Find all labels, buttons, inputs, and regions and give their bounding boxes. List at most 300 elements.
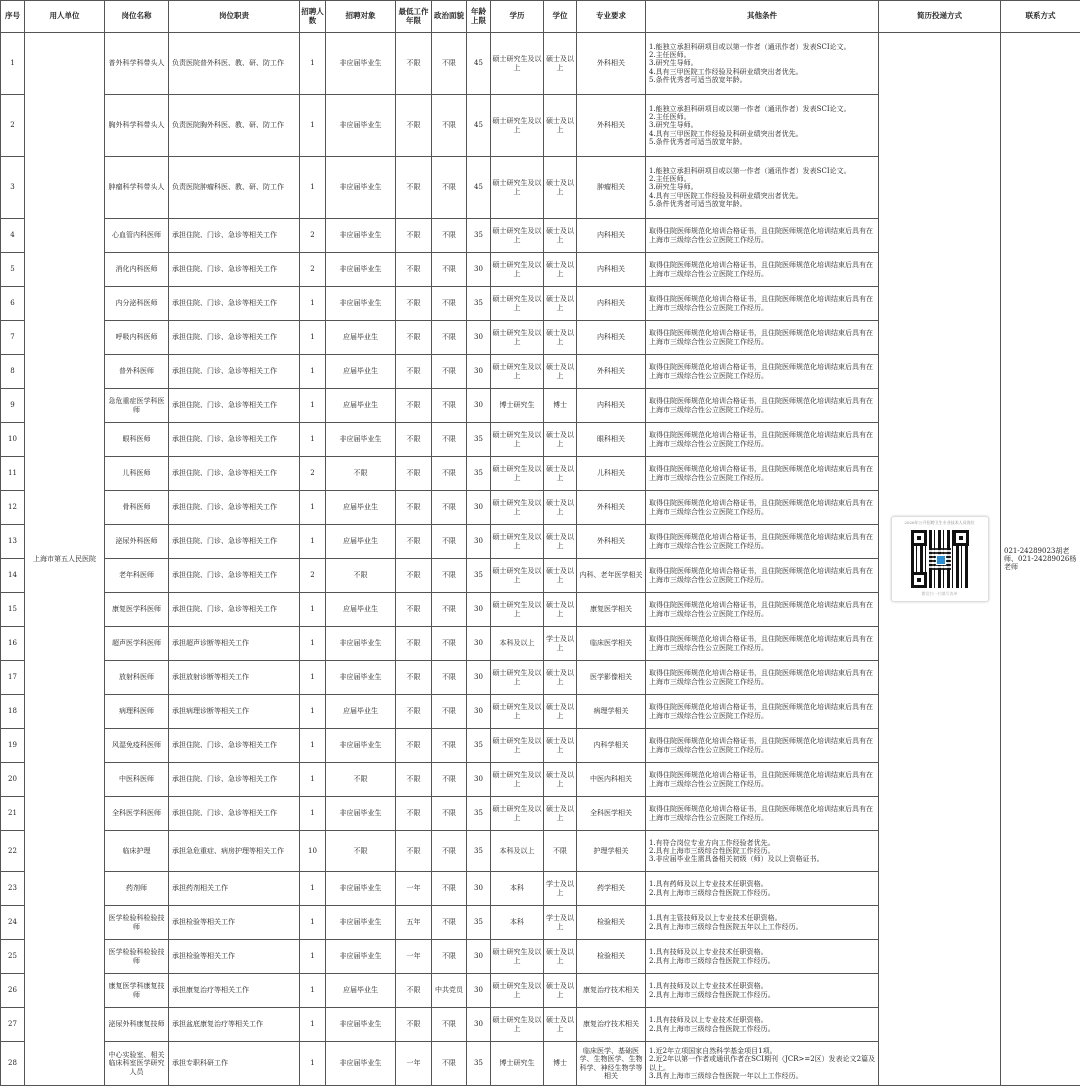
job-duty: 承担住院、门诊、急诊等相关工作 bbox=[169, 593, 300, 627]
hire-target: 不限 bbox=[326, 831, 396, 872]
hire-count: 1 bbox=[300, 797, 326, 831]
header-cell: 岗位职责 bbox=[169, 1, 300, 33]
political-status: 不限 bbox=[432, 1042, 467, 1086]
hire-target: 非应届毕业生 bbox=[326, 95, 396, 157]
min-work-years: 不限 bbox=[396, 593, 432, 627]
min-work-years: 不限 bbox=[396, 974, 432, 1008]
other-conditions: 1.近2年立项国家自然科学基金项目1项。 2.近2年以第一作者或通讯作者在SCI期刊（JCR>=2区）发表论文2篇及以上。 3.具有上海市三级综合性医院一年以上工作经历。 bbox=[646, 1042, 879, 1086]
header-row bbox=[1, 1, 1080, 33]
hire-count: 1 bbox=[300, 287, 326, 321]
political-status: 不限 bbox=[432, 593, 467, 627]
position-name: 药剂师 bbox=[105, 872, 169, 906]
political-status: 不限 bbox=[432, 729, 467, 763]
row-number: 25 bbox=[1, 940, 25, 974]
degree: 学士及以上 bbox=[544, 906, 577, 940]
other-conditions: 1.具有技师及以上专业技术任职资格。 2.具有上海市三级综合性医院工作经历。 bbox=[646, 1008, 879, 1042]
major-requirement: 内科相关 bbox=[577, 287, 646, 321]
other-conditions: 1.能独立承担科研项目或以第一作者（通讯作者）发表SCI论文。 2.主任医师。 3.研究生导师。 4.具有三甲医院工作经验及科研业绩突出者优先。 5.条件优秀者可适当放宽年龄。 bbox=[646, 95, 879, 157]
row-number: 11 bbox=[1, 457, 25, 491]
hire-count: 1 bbox=[300, 95, 326, 157]
hire-count: 1 bbox=[300, 593, 326, 627]
hire-count: 1 bbox=[300, 661, 326, 695]
hire-count: 1 bbox=[300, 872, 326, 906]
age-limit: 35 bbox=[467, 1042, 491, 1086]
degree: 硕士及以上 bbox=[544, 95, 577, 157]
min-work-years: 不限 bbox=[396, 321, 432, 355]
age-limit: 30 bbox=[467, 389, 491, 423]
hire-count: 1 bbox=[300, 729, 326, 763]
political-status: 不限 bbox=[432, 423, 467, 457]
degree: 学士及以上 bbox=[544, 872, 577, 906]
major-requirement: 检验相关 bbox=[577, 906, 646, 940]
hire-count: 1 bbox=[300, 525, 326, 559]
position-name: 内分泌科医师 bbox=[105, 287, 169, 321]
age-limit: 45 bbox=[467, 33, 491, 95]
header-cell: 其他条件 bbox=[646, 1, 879, 33]
age-limit: 35 bbox=[467, 559, 491, 593]
other-conditions: 1.具有药师及以上专业技术任职资格。 2.具有上海市三级综合性医院工作经历。 bbox=[646, 872, 879, 906]
position-name: 超声医学科医师 bbox=[105, 627, 169, 661]
major-requirement: 临床医学、基础医学、生物医学、生物科学、神经生物学等相关 bbox=[577, 1042, 646, 1086]
min-work-years: 不限 bbox=[396, 219, 432, 253]
major-requirement: 内科、老年医学相关 bbox=[577, 559, 646, 593]
age-limit: 35 bbox=[467, 729, 491, 763]
hire-count: 1 bbox=[300, 906, 326, 940]
education: 本科 bbox=[491, 906, 544, 940]
age-limit: 30 bbox=[467, 253, 491, 287]
political-status: 不限 bbox=[432, 33, 467, 95]
position-name: 病理科医师 bbox=[105, 695, 169, 729]
position-name: 呼吸内科医师 bbox=[105, 321, 169, 355]
job-duty: 承担住院、门诊、急诊等相关工作 bbox=[169, 389, 300, 423]
degree: 硕士及以上 bbox=[544, 491, 577, 525]
major-requirement: 儿科相关 bbox=[577, 457, 646, 491]
major-requirement: 康复治疗技术相关 bbox=[577, 1008, 646, 1042]
major-requirement: 全科医学相关 bbox=[577, 797, 646, 831]
hire-target: 非应届毕业生 bbox=[326, 1042, 396, 1086]
job-duty: 承担药剂相关工作 bbox=[169, 872, 300, 906]
hire-count: 1 bbox=[300, 974, 326, 1008]
degree: 硕士及以上 bbox=[544, 287, 577, 321]
degree: 硕士及以上 bbox=[544, 525, 577, 559]
education: 硕士研究生及以上 bbox=[491, 457, 544, 491]
hire-target: 应届毕业生 bbox=[326, 974, 396, 1008]
employer-unit: 上海市第五人民医院 bbox=[25, 33, 105, 1086]
hire-count: 1 bbox=[300, 1008, 326, 1042]
row-number: 23 bbox=[1, 872, 25, 906]
header-cell: 年龄上限 bbox=[467, 1, 491, 33]
hire-target: 非应届毕业生 bbox=[326, 287, 396, 321]
position-name: 医学检验科检验技师 bbox=[105, 906, 169, 940]
other-conditions: 取得住院医师规范化培训合格证书，且住院医师规范化培训结束后具有在上海市三级综合性公立医院工作经历。 bbox=[646, 287, 879, 321]
min-work-years: 不限 bbox=[396, 389, 432, 423]
degree: 不限 bbox=[544, 831, 577, 872]
major-requirement: 内科相关 bbox=[577, 321, 646, 355]
job-duty: 承担盆底康复治疗等相关工作 bbox=[169, 1008, 300, 1042]
hire-target: 非应届毕业生 bbox=[326, 1008, 396, 1042]
table-row bbox=[1, 33, 1080, 95]
qr-hint: 微信扫一扫填写表单 bbox=[921, 591, 958, 596]
hire-target: 非应届毕业生 bbox=[326, 661, 396, 695]
education: 硕士研究生及以上 bbox=[491, 355, 544, 389]
job-duty: 承担住院、门诊、急诊等相关工作 bbox=[169, 729, 300, 763]
political-status: 不限 bbox=[432, 940, 467, 974]
row-number: 15 bbox=[1, 593, 25, 627]
contact-info: 021-24289023胡老师、021-24289026杨老师 bbox=[1001, 33, 1080, 1086]
age-limit: 30 bbox=[467, 974, 491, 1008]
position-name: 消化内科医师 bbox=[105, 253, 169, 287]
hire-count: 1 bbox=[300, 1042, 326, 1086]
education: 硕士研究生及以上 bbox=[491, 559, 544, 593]
age-limit: 30 bbox=[467, 321, 491, 355]
hire-target: 应届毕业生 bbox=[326, 321, 396, 355]
min-work-years: 不限 bbox=[396, 525, 432, 559]
major-requirement: 眼科相关 bbox=[577, 423, 646, 457]
header-cell: 简历投递方式 bbox=[879, 1, 1001, 33]
degree: 硕士及以上 bbox=[544, 33, 577, 95]
job-duty: 承担住院、门诊、急诊等相关工作 bbox=[169, 457, 300, 491]
job-duty: 承担放射诊断等相关工作 bbox=[169, 661, 300, 695]
other-conditions: 取得住院医师规范化培训合格证书，且住院医师规范化培训结束后具有在上海市三级综合性公立医院工作经历。 bbox=[646, 763, 879, 797]
degree: 硕士及以上 bbox=[544, 797, 577, 831]
age-limit: 35 bbox=[467, 906, 491, 940]
degree: 硕士及以上 bbox=[544, 940, 577, 974]
header-cell: 专业要求 bbox=[577, 1, 646, 33]
min-work-years: 不限 bbox=[396, 763, 432, 797]
political-status: 不限 bbox=[432, 627, 467, 661]
political-status: 不限 bbox=[432, 95, 467, 157]
major-requirement: 病理学相关 bbox=[577, 695, 646, 729]
job-duty: 承担住院、门诊、急诊等相关工作 bbox=[169, 219, 300, 253]
major-requirement: 医学影像相关 bbox=[577, 661, 646, 695]
political-status: 不限 bbox=[432, 661, 467, 695]
hire-count: 2 bbox=[300, 559, 326, 593]
row-number: 5 bbox=[1, 253, 25, 287]
min-work-years: 不限 bbox=[396, 457, 432, 491]
position-name: 普外科医师 bbox=[105, 355, 169, 389]
header-cell: 序号 bbox=[1, 1, 25, 33]
age-limit: 35 bbox=[467, 423, 491, 457]
education: 硕士研究生及以上 bbox=[491, 423, 544, 457]
min-work-years: 五年 bbox=[396, 906, 432, 940]
job-duty: 承担急危重症、病房护理等相关工作 bbox=[169, 831, 300, 872]
education: 硕士研究生及以上 bbox=[491, 940, 544, 974]
other-conditions: 取得住院医师规范化培训合格证书，且住院医师规范化培训结束后具有在上海市三级综合性公立医院工作经历。 bbox=[646, 729, 879, 763]
political-status: 不限 bbox=[432, 253, 467, 287]
row-number: 18 bbox=[1, 695, 25, 729]
header-cell: 岗位名称 bbox=[105, 1, 169, 33]
position-name: 心血管内科医师 bbox=[105, 219, 169, 253]
age-limit: 30 bbox=[467, 627, 491, 661]
degree: 硕士及以上 bbox=[544, 423, 577, 457]
other-conditions: 取得住院医师规范化培训合格证书，且住院医师规范化培训结束后具有在上海市三级综合性公立医院工作经历。 bbox=[646, 491, 879, 525]
education: 本科 bbox=[491, 872, 544, 906]
education: 硕士研究生及以上 bbox=[491, 321, 544, 355]
education: 硕士研究生及以上 bbox=[491, 729, 544, 763]
min-work-years: 不限 bbox=[396, 33, 432, 95]
qr-card[interactable] bbox=[891, 516, 989, 602]
age-limit: 30 bbox=[467, 763, 491, 797]
hire-target: 应届毕业生 bbox=[326, 491, 396, 525]
position-name: 医学检验科检验技师 bbox=[105, 940, 169, 974]
min-work-years: 不限 bbox=[396, 491, 432, 525]
min-work-years: 不限 bbox=[396, 831, 432, 872]
hire-target: 不限 bbox=[326, 559, 396, 593]
major-requirement: 外科相关 bbox=[577, 95, 646, 157]
row-number: 13 bbox=[1, 525, 25, 559]
row-number: 22 bbox=[1, 831, 25, 872]
min-work-years: 不限 bbox=[396, 355, 432, 389]
degree: 硕士及以上 bbox=[544, 1008, 577, 1042]
major-requirement: 内科相关 bbox=[577, 253, 646, 287]
job-duty: 承担住院、门诊、急诊等相关工作 bbox=[169, 797, 300, 831]
hire-count: 1 bbox=[300, 423, 326, 457]
min-work-years: 不限 bbox=[396, 423, 432, 457]
other-conditions: 取得住院医师规范化培训合格证书，且住院医师规范化培训结束后具有在上海市三级综合性公立医院工作经历。 bbox=[646, 321, 879, 355]
hire-target: 非应届毕业生 bbox=[326, 33, 396, 95]
age-limit: 30 bbox=[467, 695, 491, 729]
education: 硕士研究生及以上 bbox=[491, 763, 544, 797]
hire-count: 1 bbox=[300, 33, 326, 95]
min-work-years: 不限 bbox=[396, 95, 432, 157]
other-conditions: 取得住院医师规范化培训合格证书，且住院医师规范化培训结束后具有在上海市三级综合性公立医院工作经历。 bbox=[646, 559, 879, 593]
other-conditions: 取得住院医师规范化培训合格证书，且住院医师规范化培训结束后具有在上海市三级综合性公立医院工作经历。 bbox=[646, 627, 879, 661]
education: 硕士研究生及以上 bbox=[491, 974, 544, 1008]
political-status: 不限 bbox=[432, 906, 467, 940]
other-conditions: 1.有符合岗位专业方向工作经验者优先。 2.具有上海市三级综合性医院工作经历。 3.非应届毕业生需具备相关初级（师）及以上资格证书。 bbox=[646, 831, 879, 872]
age-limit: 35 bbox=[467, 287, 491, 321]
education: 硕士研究生及以上 bbox=[491, 287, 544, 321]
position-name: 胸外科学科带头人 bbox=[105, 95, 169, 157]
header-cell: 招聘对象 bbox=[326, 1, 396, 33]
hire-target: 应届毕业生 bbox=[326, 355, 396, 389]
political-status: 不限 bbox=[432, 355, 467, 389]
education: 硕士研究生及以上 bbox=[491, 157, 544, 219]
other-conditions: 取得住院医师规范化培训合格证书，且住院医师规范化培训结束后具有在上海市三级综合性公立医院工作经历。 bbox=[646, 389, 879, 423]
position-name: 普外科学科带头人 bbox=[105, 33, 169, 95]
degree: 硕士及以上 bbox=[544, 695, 577, 729]
age-limit: 30 bbox=[467, 355, 491, 389]
position-name: 临床护理 bbox=[105, 831, 169, 872]
min-work-years: 不限 bbox=[396, 695, 432, 729]
job-duty: 承担住院、门诊、急诊等相关工作 bbox=[169, 287, 300, 321]
position-name: 放射科医师 bbox=[105, 661, 169, 695]
table-body bbox=[1, 33, 1080, 1086]
row-number: 8 bbox=[1, 355, 25, 389]
row-number: 28 bbox=[1, 1042, 25, 1086]
major-requirement: 药学相关 bbox=[577, 872, 646, 906]
hire-count: 1 bbox=[300, 763, 326, 797]
age-limit: 30 bbox=[467, 593, 491, 627]
political-status: 不限 bbox=[432, 157, 467, 219]
hire-target: 不限 bbox=[326, 457, 396, 491]
political-status: 不限 bbox=[432, 389, 467, 423]
political-status: 不限 bbox=[432, 457, 467, 491]
qr-code-icon[interactable] bbox=[911, 530, 969, 588]
education: 硕士研究生及以上 bbox=[491, 33, 544, 95]
major-requirement: 外科相关 bbox=[577, 491, 646, 525]
job-duty: 承担住院、门诊、急诊等相关工作 bbox=[169, 321, 300, 355]
political-status: 不限 bbox=[432, 1008, 467, 1042]
education: 硕士研究生及以上 bbox=[491, 593, 544, 627]
other-conditions: 1.具有主管技师及以上专业技术任职资格。 2.具有上海市三级综合性医院五年以上工作经历。 bbox=[646, 906, 879, 940]
political-status: 不限 bbox=[432, 831, 467, 872]
hire-count: 2 bbox=[300, 219, 326, 253]
row-number: 21 bbox=[1, 797, 25, 831]
degree: 硕士及以上 bbox=[544, 457, 577, 491]
political-status: 不限 bbox=[432, 559, 467, 593]
job-duty: 承担住院、门诊、急诊等相关工作 bbox=[169, 525, 300, 559]
age-limit: 35 bbox=[467, 457, 491, 491]
education: 硕士研究生及以上 bbox=[491, 661, 544, 695]
degree: 硕士及以上 bbox=[544, 729, 577, 763]
hire-target: 非应届毕业生 bbox=[326, 423, 396, 457]
age-limit: 35 bbox=[467, 831, 491, 872]
row-number: 3 bbox=[1, 157, 25, 219]
other-conditions: 1.具有技师及以上专业技术任职资格。 2.具有上海市三级综合性医院工作经历。 bbox=[646, 940, 879, 974]
hire-target: 非应届毕业生 bbox=[326, 940, 396, 974]
other-conditions: 取得住院医师规范化培训合格证书，且住院医师规范化培训结束后具有在上海市三级综合性公立医院工作经历。 bbox=[646, 661, 879, 695]
hire-target: 非应届毕业生 bbox=[326, 797, 396, 831]
political-status: 不限 bbox=[432, 872, 467, 906]
job-duty: 承担住院、门诊、急诊等相关工作 bbox=[169, 355, 300, 389]
education: 硕士研究生及以上 bbox=[491, 797, 544, 831]
row-number: 1 bbox=[1, 33, 25, 95]
degree: 硕士及以上 bbox=[544, 593, 577, 627]
min-work-years: 不限 bbox=[396, 253, 432, 287]
header-cell: 学位 bbox=[544, 1, 577, 33]
hire-target: 非应届毕业生 bbox=[326, 872, 396, 906]
header-cell: 政治面貌 bbox=[432, 1, 467, 33]
hire-target: 应届毕业生 bbox=[326, 525, 396, 559]
degree: 硕士及以上 bbox=[544, 661, 577, 695]
hire-count: 1 bbox=[300, 491, 326, 525]
age-limit: 45 bbox=[467, 95, 491, 157]
age-limit: 35 bbox=[467, 797, 491, 831]
other-conditions: 取得住院医师规范化培训合格证书，且住院医师规范化培训结束后具有在上海市三级综合性公立医院工作经历。 bbox=[646, 219, 879, 253]
job-duty: 承担住院、门诊、急诊等相关工作 bbox=[169, 763, 300, 797]
position-name: 泌尿外科康复技师 bbox=[105, 1008, 169, 1042]
major-requirement: 肿瘤相关 bbox=[577, 157, 646, 219]
political-status: 不限 bbox=[432, 287, 467, 321]
major-requirement: 外科相关 bbox=[577, 525, 646, 559]
row-number: 19 bbox=[1, 729, 25, 763]
hire-target: 非应届毕业生 bbox=[326, 157, 396, 219]
education: 硕士研究生及以上 bbox=[491, 253, 544, 287]
education: 本科及以上 bbox=[491, 831, 544, 872]
row-number: 9 bbox=[1, 389, 25, 423]
min-work-years: 不限 bbox=[396, 1008, 432, 1042]
row-number: 4 bbox=[1, 219, 25, 253]
hire-count: 1 bbox=[300, 695, 326, 729]
education: 本科及以上 bbox=[491, 627, 544, 661]
row-number: 14 bbox=[1, 559, 25, 593]
min-work-years: 不限 bbox=[396, 287, 432, 321]
row-number: 2 bbox=[1, 95, 25, 157]
education: 硕士研究生及以上 bbox=[491, 219, 544, 253]
min-work-years: 一年 bbox=[396, 872, 432, 906]
major-requirement: 康复治疗技术相关 bbox=[577, 974, 646, 1008]
hire-target: 非应届毕业生 bbox=[326, 219, 396, 253]
position-name: 康复医学科医师 bbox=[105, 593, 169, 627]
education: 硕士研究生及以上 bbox=[491, 491, 544, 525]
hire-target: 非应届毕业生 bbox=[326, 906, 396, 940]
other-conditions: 取得住院医师规范化培训合格证书，且住院医师规范化培训结束后具有在上海市三级综合性公立医院工作经历。 bbox=[646, 355, 879, 389]
hire-count: 1 bbox=[300, 355, 326, 389]
job-duty: 承担住院、门诊、急诊等相关工作 bbox=[169, 559, 300, 593]
position-name: 肿瘤科学科带头人 bbox=[105, 157, 169, 219]
min-work-years: 不限 bbox=[396, 627, 432, 661]
row-number: 27 bbox=[1, 1008, 25, 1042]
hire-count: 1 bbox=[300, 627, 326, 661]
job-duty: 承担检验等相关工作 bbox=[169, 906, 300, 940]
education: 硕士研究生及以上 bbox=[491, 1008, 544, 1042]
hire-target: 非应届毕业生 bbox=[326, 253, 396, 287]
qr-title: 2026年公开招聘卫生专业技术人员岗位 bbox=[904, 520, 975, 526]
political-status: 不限 bbox=[432, 219, 467, 253]
other-conditions: 取得住院医师规范化培训合格证书，且住院医师规范化培训结束后具有在上海市三级综合性公立医院工作经历。 bbox=[646, 797, 879, 831]
political-status: 不限 bbox=[432, 695, 467, 729]
hire-count: 1 bbox=[300, 321, 326, 355]
header-cell: 学历 bbox=[491, 1, 544, 33]
position-name: 急危重症医学科医师 bbox=[105, 389, 169, 423]
job-duty: 负责医院胸外科医、教、研、防工作 bbox=[169, 95, 300, 157]
hire-count: 10 bbox=[300, 831, 326, 872]
degree: 博士 bbox=[544, 389, 577, 423]
education: 硕士研究生及以上 bbox=[491, 95, 544, 157]
age-limit: 45 bbox=[467, 157, 491, 219]
major-requirement: 康复医学相关 bbox=[577, 593, 646, 627]
major-requirement: 内科学相关 bbox=[577, 729, 646, 763]
row-number: 17 bbox=[1, 661, 25, 695]
major-requirement: 内科相关 bbox=[577, 389, 646, 423]
age-limit: 30 bbox=[467, 940, 491, 974]
age-limit: 30 bbox=[467, 491, 491, 525]
degree: 硕士及以上 bbox=[544, 253, 577, 287]
row-number: 26 bbox=[1, 974, 25, 1008]
min-work-years: 一年 bbox=[396, 940, 432, 974]
hire-target: 应届毕业生 bbox=[326, 593, 396, 627]
other-conditions: 取得住院医师规范化培训合格证书，且住院医师规范化培训结束后具有在上海市三级综合性公立医院工作经历。 bbox=[646, 593, 879, 627]
major-requirement: 外科相关 bbox=[577, 355, 646, 389]
hire-count: 1 bbox=[300, 389, 326, 423]
degree: 硕士及以上 bbox=[544, 219, 577, 253]
header-cell: 用人单位 bbox=[25, 1, 105, 33]
row-number: 6 bbox=[1, 287, 25, 321]
hire-count: 2 bbox=[300, 457, 326, 491]
major-requirement: 护理学相关 bbox=[577, 831, 646, 872]
position-name: 全科医学科医师 bbox=[105, 797, 169, 831]
age-limit: 30 bbox=[467, 1008, 491, 1042]
header-cell: 招聘人数 bbox=[300, 1, 326, 33]
hire-target: 非应届毕业生 bbox=[326, 729, 396, 763]
hire-target: 不限 bbox=[326, 763, 396, 797]
education: 硕士研究生及以上 bbox=[491, 695, 544, 729]
degree: 硕士及以上 bbox=[544, 763, 577, 797]
age-limit: 30 bbox=[467, 872, 491, 906]
age-limit: 30 bbox=[467, 661, 491, 695]
political-status: 不限 bbox=[432, 321, 467, 355]
other-conditions: 取得住院医师规范化培训合格证书，且住院医师规范化培训结束后具有在上海市三级综合性公立医院工作经历。 bbox=[646, 695, 879, 729]
political-status: 不限 bbox=[432, 797, 467, 831]
degree: 硕士及以上 bbox=[544, 157, 577, 219]
age-limit: 35 bbox=[467, 219, 491, 253]
education: 硕士研究生及以上 bbox=[491, 525, 544, 559]
min-work-years: 不限 bbox=[396, 157, 432, 219]
other-conditions: 1.能独立承担科研项目或以第一作者（通讯作者）发表SCI论文。 2.主任医师。 3.研究生导师。 4.具有三甲医院工作经验及科研业绩突出者优先。 5.条件优秀者可适当放宽年龄。 bbox=[646, 157, 879, 219]
job-duty: 承担专职科研工作 bbox=[169, 1042, 300, 1086]
job-duty: 承担住院、门诊、急诊等相关工作 bbox=[169, 253, 300, 287]
